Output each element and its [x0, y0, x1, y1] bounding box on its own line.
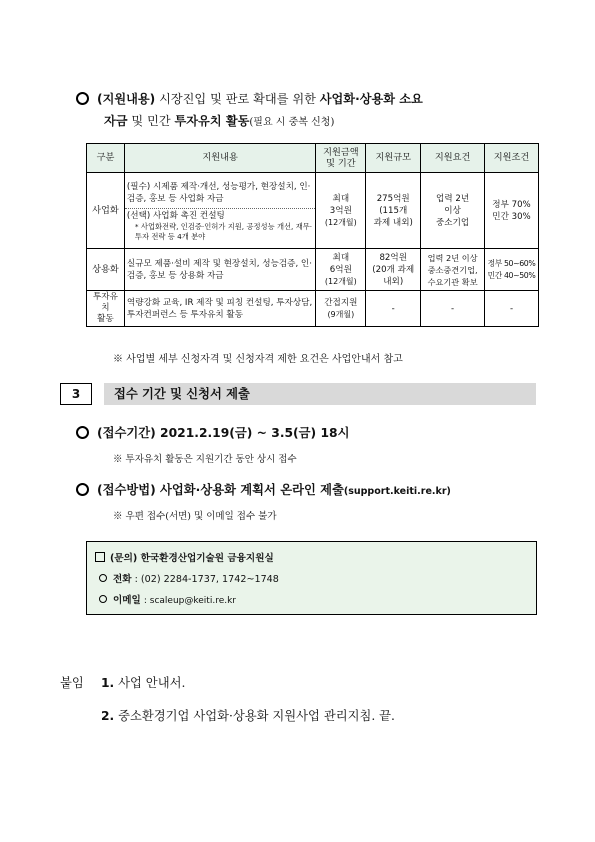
phone-label: 전화: [113, 574, 132, 585]
row-requirement: 업력 2년 이상 중소기업: [421, 173, 485, 249]
row-category: 사업화: [87, 173, 125, 249]
period-label: (접수기간): [97, 426, 156, 440]
row-requirement: -: [421, 291, 485, 327]
row-category: 투자유치 활동: [87, 291, 125, 327]
intro-text2: 및 민간: [127, 114, 175, 128]
row-amount-value: 간접지원: [324, 297, 358, 308]
table-row: [87, 291, 539, 327]
row-amount-period: (12개월): [324, 276, 357, 286]
attachment-num: 2.: [101, 709, 115, 723]
row-amount: [316, 291, 366, 327]
header-content: 지원내용: [124, 144, 315, 173]
period-note: ※ 투자유치 활동은 지원기간 동안 상시 접수: [113, 454, 297, 465]
support-content-paragraph: [76, 88, 546, 134]
row-amount: [316, 173, 366, 249]
period-value: 2021.2.19(금) ~ 3.5(금) 18시: [155, 426, 350, 440]
row-amount-value: 최대 3억원: [329, 193, 352, 216]
row-category: 상용화: [87, 249, 125, 291]
intro-paren: (필요 시 중복 신청): [249, 117, 335, 128]
table-row: [87, 249, 539, 291]
contact-email-row: [95, 590, 528, 612]
circle-bullet-icon: [76, 483, 89, 496]
attachment-text: 사업 안내서.: [114, 676, 186, 690]
email-label: 이메일: [113, 595, 141, 606]
intro-text1: 시장진입 및 판로 확대를 위한: [155, 92, 320, 106]
row-content: 실규모 제품·설비 제작 및 현장설치, 성능검증, 인·검증, 홍보 등 상용화 자금: [124, 249, 315, 291]
support-table: [86, 143, 539, 327]
row-condition: 정부 50~60% 민간 40~50%: [485, 249, 539, 291]
section-number: 3: [60, 383, 92, 405]
row-amount-period: (12개월): [324, 217, 357, 227]
method-value: 사업화·상용화 계획서 온라인 제출: [155, 483, 344, 497]
attachment-item-1: [101, 673, 185, 691]
header-amount: 지원금액 및 기간: [316, 144, 366, 173]
row-content-required: (필수) 시제품 제작·개선, 성능평가, 현장설치, 인·검증, 홍보 등 사업화 자금: [126, 181, 311, 204]
row-content: 역량강화 교육, IR 제작 및 피칭 컨설팅, 투자상담, 투자컨퍼런스 등 투자유치 활동: [124, 291, 315, 327]
intro-bold2: 자금: [104, 114, 128, 128]
table-note: ※ 사업별 세부 신청자격 및 신청자격 제한 요건은 사업안내서 참고: [113, 354, 403, 365]
period-item: [76, 423, 349, 441]
email-value: : scaleup@keiti.re.kr: [143, 596, 237, 606]
circle-bullet-icon: [76, 426, 89, 439]
square-bullet-icon: [95, 552, 105, 562]
header-requirement: 지원요건: [421, 144, 485, 173]
method-note: ※ 우편 접수(서면) 및 이메일 접수 불가: [113, 511, 277, 522]
row-requirement: 업력 2년 이상 중소중견기업, 수요기관 확보: [421, 249, 485, 291]
attachments-label: 붙임: [60, 676, 84, 690]
circle-bullet-icon: [99, 574, 107, 582]
table-row: [87, 173, 539, 249]
contact-title: (문의) 한국환경산업기술원 금융지원실: [110, 553, 274, 564]
intro-prefix: (지원내용): [97, 92, 156, 106]
row-amount-value: 최대 6억원: [329, 252, 352, 275]
header-condition: 지원조건: [485, 144, 539, 173]
section-title: 접수 기간 및 신청서 제출: [104, 383, 536, 405]
row-content-optional: [125, 208, 315, 242]
row-amount-period: (9개월): [327, 309, 355, 319]
contact-box: [86, 541, 537, 615]
header-scale: 지원규모: [366, 144, 421, 173]
method-label: (접수방법): [97, 483, 156, 497]
row-scale: -: [366, 291, 421, 327]
row-condition: -: [485, 291, 539, 327]
row-condition: 정부 70% 민간 30%: [485, 173, 539, 249]
method-url: (support.keiti.re.kr): [343, 486, 451, 497]
intro-bold1: 사업화·상용화 소요: [319, 92, 423, 106]
phone-value: : (02) 2284-1737, 1742~1748: [134, 574, 279, 585]
row-content: [124, 173, 315, 249]
table-header-row: [87, 144, 539, 173]
contact-title-row: [95, 548, 528, 569]
attachment-num: 1.: [101, 676, 115, 690]
intro-bold3: 투자유치 활동: [174, 114, 250, 128]
attachment-text: 중소환경기업 사업화·상용화 지원사업 관리지침. 끝.: [114, 709, 395, 723]
contact-phone-row: [95, 569, 528, 590]
row-scale: 82억원 (20개 과제 내외): [366, 249, 421, 291]
row-amount: [316, 249, 366, 291]
circle-bullet-icon: [76, 92, 89, 105]
circle-bullet-icon: [99, 595, 107, 603]
row-content-optional-label: (선택) 사업화 촉진 컨설팅: [126, 210, 225, 221]
header-category: 구분: [87, 144, 125, 173]
row-content-optional-note: * 사업화전략, 인검증·인허가 지원, 공정성능 개선, 재무·투자 전략 등 4개 분야: [134, 221, 313, 241]
method-item: [76, 480, 451, 498]
row-scale: 275억원 (115개 과제 내외): [366, 173, 421, 249]
attachment-item-2: [101, 706, 395, 724]
